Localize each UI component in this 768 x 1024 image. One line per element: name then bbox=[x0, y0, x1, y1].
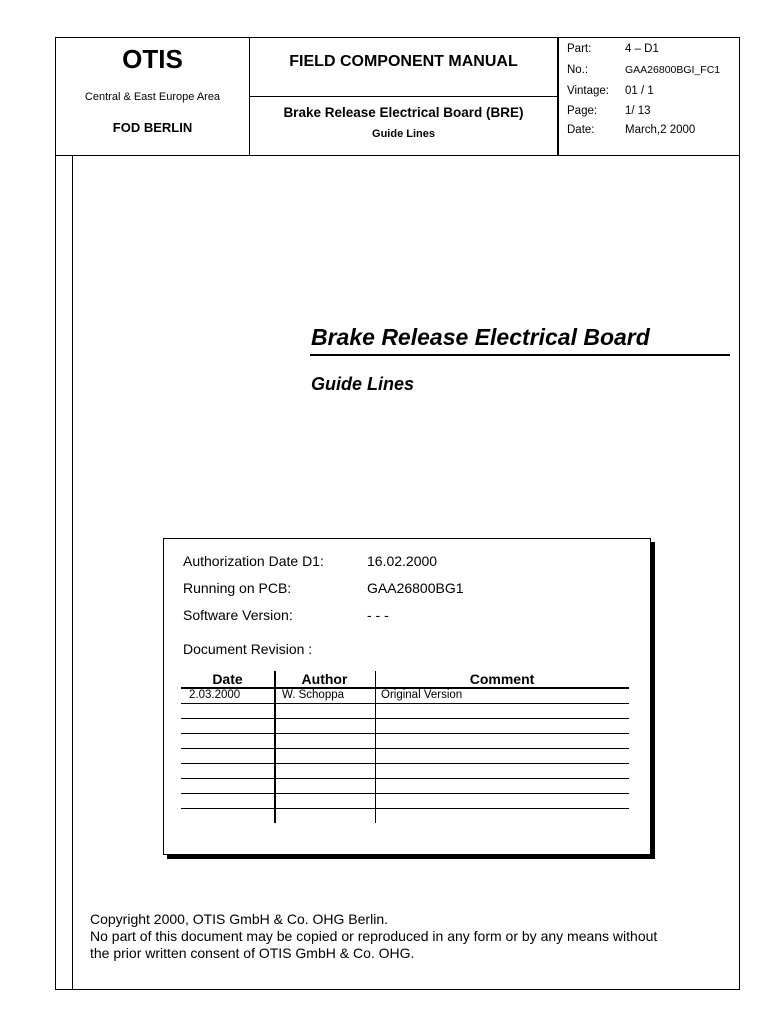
table-row bbox=[181, 734, 629, 749]
meta-key: Vintage: bbox=[567, 85, 609, 97]
copyright-line: the prior written consent of OTIS GmbH & Co. OHG. bbox=[90, 945, 415, 961]
revision-author: W. Schoppa bbox=[282, 689, 345, 701]
meta-value: March,2 2000 bbox=[625, 124, 696, 136]
info-value: 16.02.2000 bbox=[367, 553, 438, 569]
column-header-comment: Comment bbox=[469, 671, 535, 687]
meta-value: 1/ 13 bbox=[625, 105, 651, 117]
meta-vintage bbox=[567, 85, 654, 97]
table-row bbox=[181, 719, 629, 734]
document-header bbox=[56, 38, 739, 156]
meta-key: No.: bbox=[567, 64, 589, 76]
info-key: Software Version: bbox=[183, 607, 293, 623]
revision-table-header bbox=[181, 671, 629, 689]
manual-title: FIELD COMPONENT MANUAL bbox=[289, 53, 518, 70]
doc-title: Brake Release Electrical Board (BRE) bbox=[283, 105, 524, 120]
header-meta-cell bbox=[559, 38, 739, 155]
header-title-cell bbox=[250, 38, 559, 155]
table-row bbox=[181, 704, 629, 719]
table-row bbox=[181, 689, 629, 704]
left-margin-rule bbox=[72, 155, 73, 989]
info-value: - - - bbox=[367, 607, 389, 623]
copyright-line: Copyright 2000, OTIS GmbH & Co. OHG Berlin. bbox=[90, 911, 388, 927]
main-subtitle: Guide Lines bbox=[311, 374, 415, 394]
page-frame bbox=[55, 37, 740, 990]
main-title: Brake Release Electrical Board bbox=[311, 324, 650, 350]
revision-comment: Original Version bbox=[381, 689, 463, 701]
revision-date: 2.03.2000 bbox=[189, 689, 241, 701]
meta-value: 4 – D1 bbox=[625, 43, 659, 55]
authorization-date-row bbox=[183, 553, 437, 569]
table-row bbox=[181, 779, 629, 794]
meta-page bbox=[567, 105, 651, 117]
info-key: Running on PCB: bbox=[183, 580, 292, 596]
meta-value: GAA26800BGI_FC1 bbox=[625, 64, 721, 76]
column-divider-date bbox=[274, 671, 276, 823]
meta-value: 01 / 1 bbox=[625, 85, 654, 97]
header-company-cell bbox=[56, 38, 250, 155]
table-row bbox=[181, 764, 629, 779]
column-divider-author bbox=[375, 671, 376, 823]
meta-key: Part: bbox=[567, 43, 592, 55]
copyright-line: No part of this document may be copied or reproduced in any form or by any means without bbox=[90, 928, 658, 944]
meta-key: Date: bbox=[567, 124, 595, 136]
meta-number bbox=[567, 64, 720, 76]
column-header-author: Author bbox=[301, 671, 348, 687]
software-version-row bbox=[183, 607, 389, 623]
info-value: GAA26800BG1 bbox=[367, 580, 464, 596]
company-office: FOD BERLIN bbox=[112, 120, 193, 135]
meta-part bbox=[567, 43, 659, 55]
header-divider bbox=[250, 96, 557, 97]
copyright-notice bbox=[90, 911, 657, 962]
meta-key: Page: bbox=[567, 105, 598, 117]
title-underline bbox=[310, 354, 730, 356]
company-logo-text: OTIS bbox=[122, 44, 183, 74]
meta-date bbox=[567, 124, 695, 136]
authorization-box bbox=[163, 538, 651, 855]
revision-label: Document Revision : bbox=[183, 641, 313, 657]
pcb-row bbox=[183, 580, 464, 596]
company-area: Central & East Europe Area bbox=[84, 91, 221, 103]
table-row bbox=[181, 794, 629, 809]
column-header-date: Date bbox=[212, 671, 243, 687]
table-row bbox=[181, 749, 629, 764]
revision-table bbox=[181, 671, 629, 809]
info-key: Authorization Date D1: bbox=[183, 553, 324, 569]
doc-subtitle: Guide Lines bbox=[372, 128, 435, 140]
